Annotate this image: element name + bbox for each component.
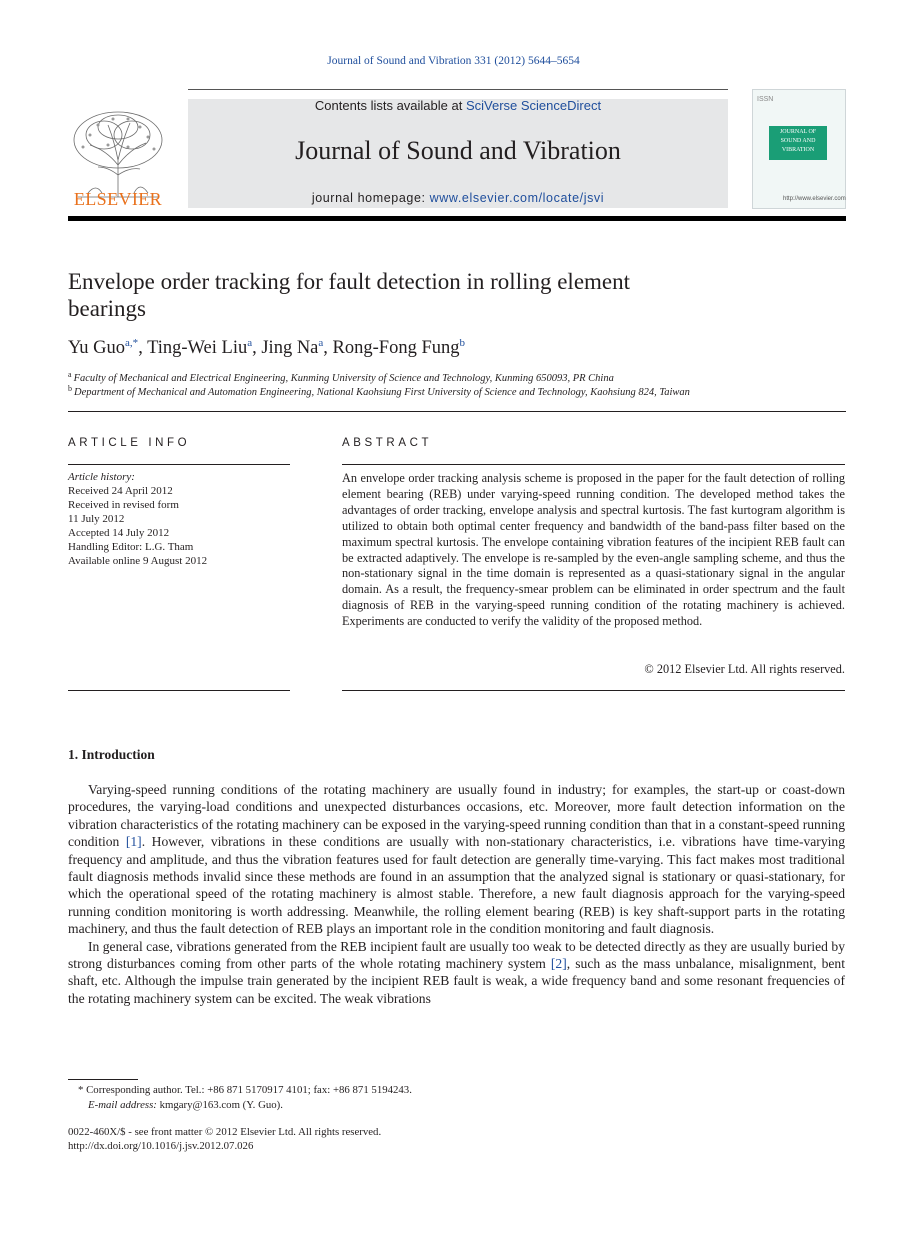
homepage-prefix: journal homepage: bbox=[311, 191, 430, 205]
article-info-heading: ARTICLE INFO bbox=[68, 437, 191, 449]
history-label: Article history: bbox=[68, 471, 135, 483]
history-item: Received 24 April 2012 bbox=[68, 485, 173, 497]
history-item: Handling Editor: L.G. Tham bbox=[68, 541, 194, 553]
author-name[interactable]: Ting-Wei Liu bbox=[147, 338, 248, 358]
email-label: E-mail address: bbox=[88, 1099, 157, 1111]
email-note bbox=[68, 1099, 848, 1111]
author-affil-mark[interactable]: a,* bbox=[125, 337, 139, 349]
corresponding-author-note: * Corresponding author. Tel.: +86 871 5170917 4101; fax: +86 871 5194243. bbox=[78, 1084, 412, 1096]
abstract-text: An envelope order tracking analysis scheme is proposed in the paper for the fault detection of rolling element bearing (REB) under varying-speed running condition. The developed method takes the advantages of order tracking, envelope analysis and spectral kurtosis. The fast kurtogram algorithm is utilized to obtain both optimal center frequency and bandwidth of the band-pass filter based on the maximum spectral kurtosis. The envelope containing vibration features of the incipient REB fault can be extracted adaptively. The envelope is re-sampled by the even-angle sampling scheme, and thus the non-stationary signal in the time domain is represented as a quasi-stationary signal in the angular domain. As a result, the frequency-smear problem can be eliminated in order spectrum and the fault diagnosis of REB in the varying-speed running condition of the rotating machinery is achieved. Experiments are conducted to verify the validity of the proposed method. bbox=[342, 471, 845, 629]
author-list: Yu Guo$^{a,*}$, Ting-Wei Liu$^a$, Jing Na$^a$, Rong-Fong Fung$^b$ bbox=[68, 337, 465, 358]
history-item: Available online 9 August 2012 bbox=[68, 555, 208, 567]
article-title: Envelope order tracking for fault detection in rolling element bearings bbox=[68, 269, 631, 321]
author-affil-mark[interactable]: a bbox=[318, 337, 324, 349]
journal-citation[interactable]: Journal of Sound and Vibration 331 (2012) 5644–5654 bbox=[327, 55, 580, 67]
cover-issn-tag: ISSN bbox=[757, 96, 774, 103]
banner-top-line bbox=[188, 89, 728, 90]
email-address[interactable]: kmgary@163.com (Y. Guo). bbox=[156, 1099, 283, 1111]
contents-prefix: Contents lists available at bbox=[314, 98, 466, 113]
sciencedirect-link[interactable]: SciVerse ScienceDirect bbox=[465, 98, 602, 113]
journal-title: Journal of Sound and Vibration bbox=[295, 136, 621, 165]
reference-link[interactable]: [1] bbox=[125, 834, 142, 850]
article-history bbox=[68, 470, 290, 568]
reference-link[interactable]: [2] bbox=[550, 956, 567, 972]
header-divider bbox=[68, 411, 846, 412]
author-affil-mark[interactable]: b bbox=[459, 337, 465, 349]
cover-footer: http://www.elsevier.com bbox=[783, 196, 846, 202]
introduction-body bbox=[68, 781, 845, 1007]
abstract-copyright: © 2012 Elsevier Ltd. All rights reserved. bbox=[644, 662, 845, 676]
abstract-bottom-rule bbox=[342, 690, 845, 691]
homepage-link[interactable]: www.elsevier.com/locate/jsvi bbox=[429, 191, 605, 205]
issn-line: 0022-460X/$ - see front matter © 2012 Elsevier Ltd. All rights reserved. bbox=[68, 1126, 382, 1138]
affiliation-a: $^a$ Faculty of Mechanical and Electrical Engineering, Kunming University of Science and Technology, Kunming 650093, PR China bbox=[68, 370, 614, 384]
banner-thick-rule bbox=[68, 216, 846, 221]
paragraph: In general case, vibrations generated from the REB incipient fault are usually too weak to be detected directly as they are usually buried by strong disturbances coming from other parts of the whole rotating machinery system [2], such as the mass unbalance, misalignment, bent shaft, etc. Although the impulse train generated by the incipient REB fault is weak, a wide frequency band and some resonant frequencies of the rotating machinery system can be excited. The weak vibrations bbox=[68, 938, 845, 1006]
author-name[interactable]: Yu Guo bbox=[68, 338, 126, 358]
author-affil-mark[interactable]: a bbox=[247, 337, 253, 349]
article-info-rule bbox=[68, 464, 290, 465]
contents-line bbox=[188, 98, 728, 113]
abstract-heading: ABSTRACT bbox=[342, 437, 433, 449]
author-name[interactable]: Rong-Fong Fung bbox=[332, 338, 460, 358]
history-item: 11 July 2012 bbox=[68, 513, 125, 525]
abstract-rule bbox=[342, 464, 845, 465]
paragraph: Varying-speed running conditions of the rotating machinery are usually found in industry; for examples, the start-up or coast-down procedures, the varying-load conditions and unexpected disturbances occasions, etc. Moreover, more fault detection information on the vibration characteristics of the rotating machinery can be exposed in the varying-speed running condition than that in a constant-speed running condition [1]. However, vibrations in these conditions are usually with non-stationary characteristics, i.e. vibrations have time-varying frequency and amplitude, and thus the vibration features used for fault detection are generally time-varying. This fact makes most traditional fault diagnosis methods invalid since these methods are found in an assumption that the analyzed signal is stationary or quasi-stationary, for which the operational speed of the rotating machinery is almost stable. Therefore, a new fault diagnosis approach for the varying-speed running condition monitoring is worth addressing. Meanwhile, the rolling element bearing (REB) is key shaft-support parts in the rotating machinery, and thus the fault detection of REB plays an important role in the condition monitoring and fault diagnosis. bbox=[68, 782, 845, 937]
author-name[interactable]: Jing Na bbox=[261, 338, 319, 358]
history-item: Accepted 14 July 2012 bbox=[68, 527, 170, 539]
article-info-bottom-rule bbox=[68, 690, 290, 691]
doi-link[interactable]: http://dx.doi.org/10.1016/j.jsv.2012.07.026 bbox=[68, 1140, 254, 1152]
cover-title-text: JOURNAL OF SOUND AND VIBRATION bbox=[779, 129, 817, 153]
history-item: Received in revised form bbox=[68, 499, 179, 511]
affiliation-b: $^b$ Department of Mechanical and Automation Engineering, National Kaohsiung First University of Science and Technology, Kaohsiung 824, Taiwan bbox=[68, 384, 690, 398]
elsevier-wordmark[interactable]: ELSEVIER bbox=[73, 189, 163, 209]
section-heading-introduction: 1. Introduction bbox=[68, 747, 155, 762]
footnote-rule bbox=[68, 1079, 138, 1080]
homepage-line bbox=[188, 191, 728, 205]
